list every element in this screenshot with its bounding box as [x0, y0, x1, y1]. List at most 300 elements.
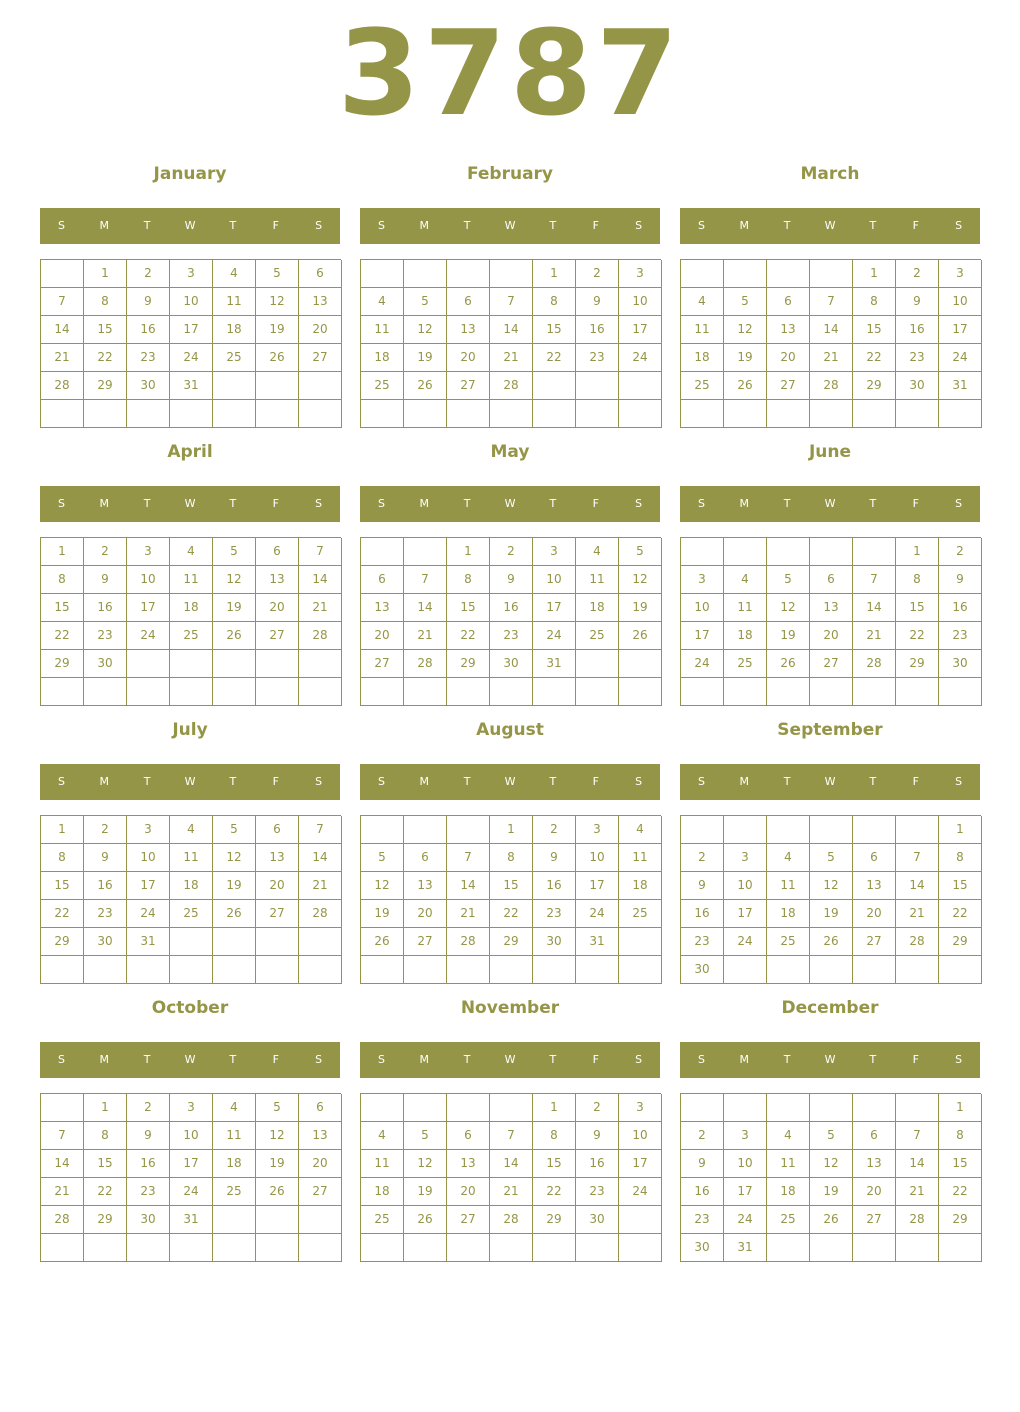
day-cell[interactable]: 11: [576, 566, 619, 594]
day-cell[interactable]: 21: [299, 872, 342, 900]
day-cell[interactable]: 29: [533, 1206, 576, 1234]
day-cell[interactable]: 2: [490, 538, 533, 566]
day-cell[interactable]: 28: [810, 372, 853, 400]
day-cell[interactable]: 21: [853, 622, 896, 650]
day-cell[interactable]: 27: [810, 650, 853, 678]
day-cell[interactable]: 11: [724, 594, 767, 622]
day-cell[interactable]: 22: [939, 900, 982, 928]
day-cell[interactable]: 5: [404, 1122, 447, 1150]
day-cell[interactable]: 30: [84, 928, 127, 956]
day-cell[interactable]: 27: [256, 900, 299, 928]
day-cell[interactable]: 21: [404, 622, 447, 650]
day-cell[interactable]: 9: [84, 844, 127, 872]
day-cell[interactable]: 21: [490, 1178, 533, 1206]
day-cell[interactable]: 26: [810, 928, 853, 956]
day-cell[interactable]: 5: [810, 1122, 853, 1150]
day-cell[interactable]: 28: [490, 1206, 533, 1234]
day-cell[interactable]: 1: [939, 1094, 982, 1122]
day-cell[interactable]: 12: [404, 1150, 447, 1178]
day-cell[interactable]: 28: [41, 372, 84, 400]
day-cell[interactable]: 8: [490, 844, 533, 872]
day-cell[interactable]: 18: [361, 1178, 404, 1206]
day-cell[interactable]: 4: [681, 288, 724, 316]
day-cell[interactable]: 1: [84, 1094, 127, 1122]
day-cell[interactable]: 20: [853, 900, 896, 928]
day-cell[interactable]: 18: [767, 900, 810, 928]
day-cell[interactable]: 18: [213, 316, 256, 344]
day-cell[interactable]: 14: [810, 316, 853, 344]
day-cell[interactable]: 29: [447, 650, 490, 678]
day-cell[interactable]: 7: [896, 844, 939, 872]
day-cell[interactable]: 17: [619, 1150, 662, 1178]
day-cell[interactable]: 12: [256, 1122, 299, 1150]
day-cell[interactable]: 14: [447, 872, 490, 900]
day-cell[interactable]: 4: [213, 260, 256, 288]
day-cell[interactable]: 3: [127, 816, 170, 844]
day-cell[interactable]: 23: [896, 344, 939, 372]
day-cell[interactable]: 14: [41, 316, 84, 344]
day-cell[interactable]: 21: [299, 594, 342, 622]
day-cell[interactable]: 16: [84, 594, 127, 622]
day-cell[interactable]: 13: [810, 594, 853, 622]
day-cell[interactable]: 29: [41, 650, 84, 678]
day-cell[interactable]: 7: [299, 816, 342, 844]
day-cell[interactable]: 14: [853, 594, 896, 622]
day-cell[interactable]: 18: [724, 622, 767, 650]
day-cell[interactable]: 4: [767, 844, 810, 872]
day-cell[interactable]: 14: [490, 1150, 533, 1178]
day-cell[interactable]: 7: [490, 1122, 533, 1150]
day-cell[interactable]: 11: [767, 872, 810, 900]
day-cell[interactable]: 18: [170, 594, 213, 622]
day-cell[interactable]: 27: [447, 1206, 490, 1234]
day-cell[interactable]: 28: [404, 650, 447, 678]
day-cell[interactable]: 12: [619, 566, 662, 594]
day-cell[interactable]: 27: [404, 928, 447, 956]
day-cell[interactable]: 15: [853, 316, 896, 344]
day-cell[interactable]: 1: [896, 538, 939, 566]
day-cell[interactable]: 19: [767, 622, 810, 650]
day-cell[interactable]: 10: [170, 1122, 213, 1150]
day-cell[interactable]: 2: [681, 844, 724, 872]
day-cell[interactable]: 1: [533, 1094, 576, 1122]
day-cell[interactable]: 27: [853, 1206, 896, 1234]
day-cell[interactable]: 10: [681, 594, 724, 622]
day-cell[interactable]: 31: [170, 1206, 213, 1234]
day-cell[interactable]: 9: [896, 288, 939, 316]
day-cell[interactable]: 1: [490, 816, 533, 844]
day-cell[interactable]: 25: [681, 372, 724, 400]
day-cell[interactable]: 6: [256, 538, 299, 566]
day-cell[interactable]: 7: [41, 288, 84, 316]
day-cell[interactable]: 28: [447, 928, 490, 956]
day-cell[interactable]: 15: [41, 872, 84, 900]
day-cell[interactable]: 6: [447, 1122, 490, 1150]
day-cell[interactable]: 9: [84, 566, 127, 594]
day-cell[interactable]: 5: [213, 816, 256, 844]
day-cell[interactable]: 29: [939, 1206, 982, 1234]
day-cell[interactable]: 12: [213, 844, 256, 872]
day-cell[interactable]: 28: [41, 1206, 84, 1234]
day-cell[interactable]: 25: [170, 622, 213, 650]
day-cell[interactable]: 24: [619, 344, 662, 372]
day-cell[interactable]: 25: [213, 1178, 256, 1206]
day-cell[interactable]: 8: [939, 844, 982, 872]
day-cell[interactable]: 15: [533, 316, 576, 344]
day-cell[interactable]: 5: [724, 288, 767, 316]
day-cell[interactable]: 26: [256, 1178, 299, 1206]
day-cell[interactable]: 5: [213, 538, 256, 566]
day-cell[interactable]: 17: [576, 872, 619, 900]
day-cell[interactable]: 11: [213, 288, 256, 316]
day-cell[interactable]: 13: [447, 316, 490, 344]
day-cell[interactable]: 22: [447, 622, 490, 650]
day-cell[interactable]: 7: [853, 566, 896, 594]
day-cell[interactable]: 22: [41, 900, 84, 928]
day-cell[interactable]: 6: [810, 566, 853, 594]
day-cell[interactable]: 17: [127, 594, 170, 622]
day-cell[interactable]: 28: [299, 900, 342, 928]
day-cell[interactable]: 7: [41, 1122, 84, 1150]
day-cell[interactable]: 23: [939, 622, 982, 650]
day-cell[interactable]: 16: [490, 594, 533, 622]
day-cell[interactable]: 6: [447, 288, 490, 316]
day-cell[interactable]: 26: [404, 1206, 447, 1234]
day-cell[interactable]: 22: [84, 344, 127, 372]
day-cell[interactable]: 21: [41, 344, 84, 372]
day-cell[interactable]: 26: [767, 650, 810, 678]
day-cell[interactable]: 25: [213, 344, 256, 372]
day-cell[interactable]: 3: [939, 260, 982, 288]
day-cell[interactable]: 26: [213, 900, 256, 928]
day-cell[interactable]: 29: [853, 372, 896, 400]
day-cell[interactable]: 13: [447, 1150, 490, 1178]
day-cell[interactable]: 27: [447, 372, 490, 400]
day-cell[interactable]: 25: [619, 900, 662, 928]
day-cell[interactable]: 12: [767, 594, 810, 622]
day-cell[interactable]: 14: [404, 594, 447, 622]
day-cell[interactable]: 29: [84, 372, 127, 400]
day-cell[interactable]: 3: [170, 1094, 213, 1122]
day-cell[interactable]: 13: [853, 1150, 896, 1178]
day-cell[interactable]: 5: [619, 538, 662, 566]
day-cell[interactable]: 8: [447, 566, 490, 594]
day-cell[interactable]: 8: [939, 1122, 982, 1150]
day-cell[interactable]: 7: [404, 566, 447, 594]
day-cell[interactable]: 9: [939, 566, 982, 594]
day-cell[interactable]: 19: [256, 316, 299, 344]
day-cell[interactable]: 8: [533, 1122, 576, 1150]
day-cell[interactable]: 25: [724, 650, 767, 678]
day-cell[interactable]: 7: [490, 288, 533, 316]
day-cell[interactable]: 17: [533, 594, 576, 622]
day-cell[interactable]: 24: [533, 622, 576, 650]
day-cell[interactable]: 26: [724, 372, 767, 400]
day-cell[interactable]: 15: [939, 872, 982, 900]
day-cell[interactable]: 23: [84, 900, 127, 928]
day-cell[interactable]: 24: [724, 928, 767, 956]
day-cell[interactable]: 29: [490, 928, 533, 956]
day-cell[interactable]: 24: [170, 344, 213, 372]
day-cell[interactable]: 12: [810, 872, 853, 900]
day-cell[interactable]: 10: [619, 1122, 662, 1150]
day-cell[interactable]: 18: [767, 1178, 810, 1206]
day-cell[interactable]: 13: [767, 316, 810, 344]
day-cell[interactable]: 16: [576, 1150, 619, 1178]
day-cell[interactable]: 14: [896, 1150, 939, 1178]
day-cell[interactable]: 1: [853, 260, 896, 288]
day-cell[interactable]: 9: [533, 844, 576, 872]
day-cell[interactable]: 22: [533, 1178, 576, 1206]
day-cell[interactable]: 23: [84, 622, 127, 650]
day-cell[interactable]: 12: [213, 566, 256, 594]
day-cell[interactable]: 21: [896, 1178, 939, 1206]
day-cell[interactable]: 22: [41, 622, 84, 650]
day-cell[interactable]: 29: [84, 1206, 127, 1234]
day-cell[interactable]: 7: [447, 844, 490, 872]
day-cell[interactable]: 17: [724, 1178, 767, 1206]
day-cell[interactable]: 18: [681, 344, 724, 372]
day-cell[interactable]: 11: [170, 844, 213, 872]
day-cell[interactable]: 26: [810, 1206, 853, 1234]
day-cell[interactable]: 9: [127, 1122, 170, 1150]
day-cell[interactable]: 14: [896, 872, 939, 900]
day-cell[interactable]: 3: [619, 1094, 662, 1122]
day-cell[interactable]: 3: [127, 538, 170, 566]
day-cell[interactable]: 28: [299, 622, 342, 650]
day-cell[interactable]: 22: [896, 622, 939, 650]
day-cell[interactable]: 22: [533, 344, 576, 372]
day-cell[interactable]: 17: [939, 316, 982, 344]
day-cell[interactable]: 14: [299, 566, 342, 594]
day-cell[interactable]: 2: [84, 816, 127, 844]
day-cell[interactable]: 6: [767, 288, 810, 316]
day-cell[interactable]: 25: [767, 928, 810, 956]
day-cell[interactable]: 13: [256, 844, 299, 872]
day-cell[interactable]: 8: [853, 288, 896, 316]
day-cell[interactable]: 17: [170, 1150, 213, 1178]
day-cell[interactable]: 30: [939, 650, 982, 678]
day-cell[interactable]: 20: [810, 622, 853, 650]
day-cell[interactable]: 3: [724, 1122, 767, 1150]
day-cell[interactable]: 11: [213, 1122, 256, 1150]
day-cell[interactable]: 10: [533, 566, 576, 594]
day-cell[interactable]: 16: [681, 1178, 724, 1206]
day-cell[interactable]: 10: [939, 288, 982, 316]
day-cell[interactable]: 11: [619, 844, 662, 872]
day-cell[interactable]: 9: [576, 1122, 619, 1150]
day-cell[interactable]: 13: [299, 288, 342, 316]
day-cell[interactable]: 31: [170, 372, 213, 400]
day-cell[interactable]: 12: [404, 316, 447, 344]
day-cell[interactable]: 1: [533, 260, 576, 288]
day-cell[interactable]: 31: [576, 928, 619, 956]
day-cell[interactable]: 9: [127, 288, 170, 316]
day-cell[interactable]: 30: [533, 928, 576, 956]
day-cell[interactable]: 30: [576, 1206, 619, 1234]
day-cell[interactable]: 7: [299, 538, 342, 566]
day-cell[interactable]: 11: [681, 316, 724, 344]
day-cell[interactable]: 29: [41, 928, 84, 956]
day-cell[interactable]: 25: [361, 372, 404, 400]
day-cell[interactable]: 24: [619, 1178, 662, 1206]
day-cell[interactable]: 30: [84, 650, 127, 678]
day-cell[interactable]: 25: [361, 1206, 404, 1234]
day-cell[interactable]: 2: [576, 1094, 619, 1122]
day-cell[interactable]: 18: [619, 872, 662, 900]
day-cell[interactable]: 5: [810, 844, 853, 872]
day-cell[interactable]: 9: [681, 1150, 724, 1178]
day-cell[interactable]: 24: [724, 1206, 767, 1234]
day-cell[interactable]: 19: [213, 594, 256, 622]
day-cell[interactable]: 5: [767, 566, 810, 594]
day-cell[interactable]: 3: [619, 260, 662, 288]
day-cell[interactable]: 20: [361, 622, 404, 650]
day-cell[interactable]: 24: [939, 344, 982, 372]
day-cell[interactable]: 20: [256, 594, 299, 622]
day-cell[interactable]: 12: [256, 288, 299, 316]
day-cell[interactable]: 5: [256, 1094, 299, 1122]
day-cell[interactable]: 14: [299, 844, 342, 872]
day-cell[interactable]: 27: [853, 928, 896, 956]
day-cell[interactable]: 30: [127, 372, 170, 400]
day-cell[interactable]: 1: [41, 538, 84, 566]
day-cell[interactable]: 1: [41, 816, 84, 844]
day-cell[interactable]: 6: [853, 844, 896, 872]
day-cell[interactable]: 8: [896, 566, 939, 594]
day-cell[interactable]: 12: [724, 316, 767, 344]
day-cell[interactable]: 2: [896, 260, 939, 288]
day-cell[interactable]: 4: [619, 816, 662, 844]
day-cell[interactable]: 23: [576, 344, 619, 372]
day-cell[interactable]: 24: [576, 900, 619, 928]
day-cell[interactable]: 26: [256, 344, 299, 372]
day-cell[interactable]: 31: [939, 372, 982, 400]
day-cell[interactable]: 20: [767, 344, 810, 372]
day-cell[interactable]: 28: [490, 372, 533, 400]
day-cell[interactable]: 8: [84, 288, 127, 316]
day-cell[interactable]: 9: [576, 288, 619, 316]
day-cell[interactable]: 10: [724, 1150, 767, 1178]
day-cell[interactable]: 17: [170, 316, 213, 344]
day-cell[interactable]: 18: [576, 594, 619, 622]
day-cell[interactable]: 16: [127, 316, 170, 344]
day-cell[interactable]: 3: [533, 538, 576, 566]
day-cell[interactable]: 19: [361, 900, 404, 928]
day-cell[interactable]: 10: [576, 844, 619, 872]
day-cell[interactable]: 5: [361, 844, 404, 872]
day-cell[interactable]: 27: [256, 622, 299, 650]
day-cell[interactable]: 9: [681, 872, 724, 900]
day-cell[interactable]: 2: [127, 1094, 170, 1122]
day-cell[interactable]: 11: [361, 316, 404, 344]
day-cell[interactable]: 16: [84, 872, 127, 900]
day-cell[interactable]: 28: [896, 928, 939, 956]
day-cell[interactable]: 4: [361, 288, 404, 316]
day-cell[interactable]: 16: [533, 872, 576, 900]
day-cell[interactable]: 2: [127, 260, 170, 288]
day-cell[interactable]: 15: [447, 594, 490, 622]
day-cell[interactable]: 7: [810, 288, 853, 316]
day-cell[interactable]: 20: [447, 344, 490, 372]
day-cell[interactable]: 25: [170, 900, 213, 928]
day-cell[interactable]: 7: [896, 1122, 939, 1150]
day-cell[interactable]: 19: [810, 900, 853, 928]
day-cell[interactable]: 20: [256, 872, 299, 900]
day-cell[interactable]: 31: [533, 650, 576, 678]
day-cell[interactable]: 15: [533, 1150, 576, 1178]
day-cell[interactable]: 13: [299, 1122, 342, 1150]
day-cell[interactable]: 17: [619, 316, 662, 344]
day-cell[interactable]: 19: [619, 594, 662, 622]
day-cell[interactable]: 26: [213, 622, 256, 650]
day-cell[interactable]: 6: [361, 566, 404, 594]
day-cell[interactable]: 31: [724, 1234, 767, 1262]
day-cell[interactable]: 14: [41, 1150, 84, 1178]
day-cell[interactable]: 17: [681, 622, 724, 650]
day-cell[interactable]: 27: [767, 372, 810, 400]
day-cell[interactable]: 3: [576, 816, 619, 844]
day-cell[interactable]: 30: [490, 650, 533, 678]
day-cell[interactable]: 6: [299, 260, 342, 288]
day-cell[interactable]: 20: [447, 1178, 490, 1206]
day-cell[interactable]: 8: [84, 1122, 127, 1150]
day-cell[interactable]: 11: [170, 566, 213, 594]
day-cell[interactable]: 25: [576, 622, 619, 650]
day-cell[interactable]: 3: [681, 566, 724, 594]
day-cell[interactable]: 16: [576, 316, 619, 344]
day-cell[interactable]: 16: [939, 594, 982, 622]
day-cell[interactable]: 4: [361, 1122, 404, 1150]
day-cell[interactable]: 3: [170, 260, 213, 288]
day-cell[interactable]: 18: [170, 872, 213, 900]
day-cell[interactable]: 24: [127, 900, 170, 928]
day-cell[interactable]: 19: [213, 872, 256, 900]
day-cell[interactable]: 19: [810, 1178, 853, 1206]
day-cell[interactable]: 23: [490, 622, 533, 650]
day-cell[interactable]: 11: [361, 1150, 404, 1178]
day-cell[interactable]: 10: [127, 844, 170, 872]
day-cell[interactable]: 6: [404, 844, 447, 872]
day-cell[interactable]: 30: [681, 956, 724, 984]
day-cell[interactable]: 5: [256, 260, 299, 288]
day-cell[interactable]: 15: [41, 594, 84, 622]
day-cell[interactable]: 19: [404, 344, 447, 372]
day-cell[interactable]: 23: [127, 344, 170, 372]
day-cell[interactable]: 29: [939, 928, 982, 956]
day-cell[interactable]: 2: [576, 260, 619, 288]
day-cell[interactable]: 17: [724, 900, 767, 928]
day-cell[interactable]: 21: [447, 900, 490, 928]
day-cell[interactable]: 23: [127, 1178, 170, 1206]
day-cell[interactable]: 22: [490, 900, 533, 928]
day-cell[interactable]: 28: [853, 650, 896, 678]
day-cell[interactable]: 4: [170, 816, 213, 844]
day-cell[interactable]: 27: [361, 650, 404, 678]
day-cell[interactable]: 22: [939, 1178, 982, 1206]
day-cell[interactable]: 6: [256, 816, 299, 844]
day-cell[interactable]: 26: [619, 622, 662, 650]
day-cell[interactable]: 23: [681, 928, 724, 956]
day-cell[interactable]: 19: [724, 344, 767, 372]
day-cell[interactable]: 9: [490, 566, 533, 594]
day-cell[interactable]: 10: [619, 288, 662, 316]
day-cell[interactable]: 16: [681, 900, 724, 928]
day-cell[interactable]: 8: [41, 844, 84, 872]
day-cell[interactable]: 31: [127, 928, 170, 956]
day-cell[interactable]: 19: [256, 1150, 299, 1178]
day-cell[interactable]: 10: [170, 288, 213, 316]
